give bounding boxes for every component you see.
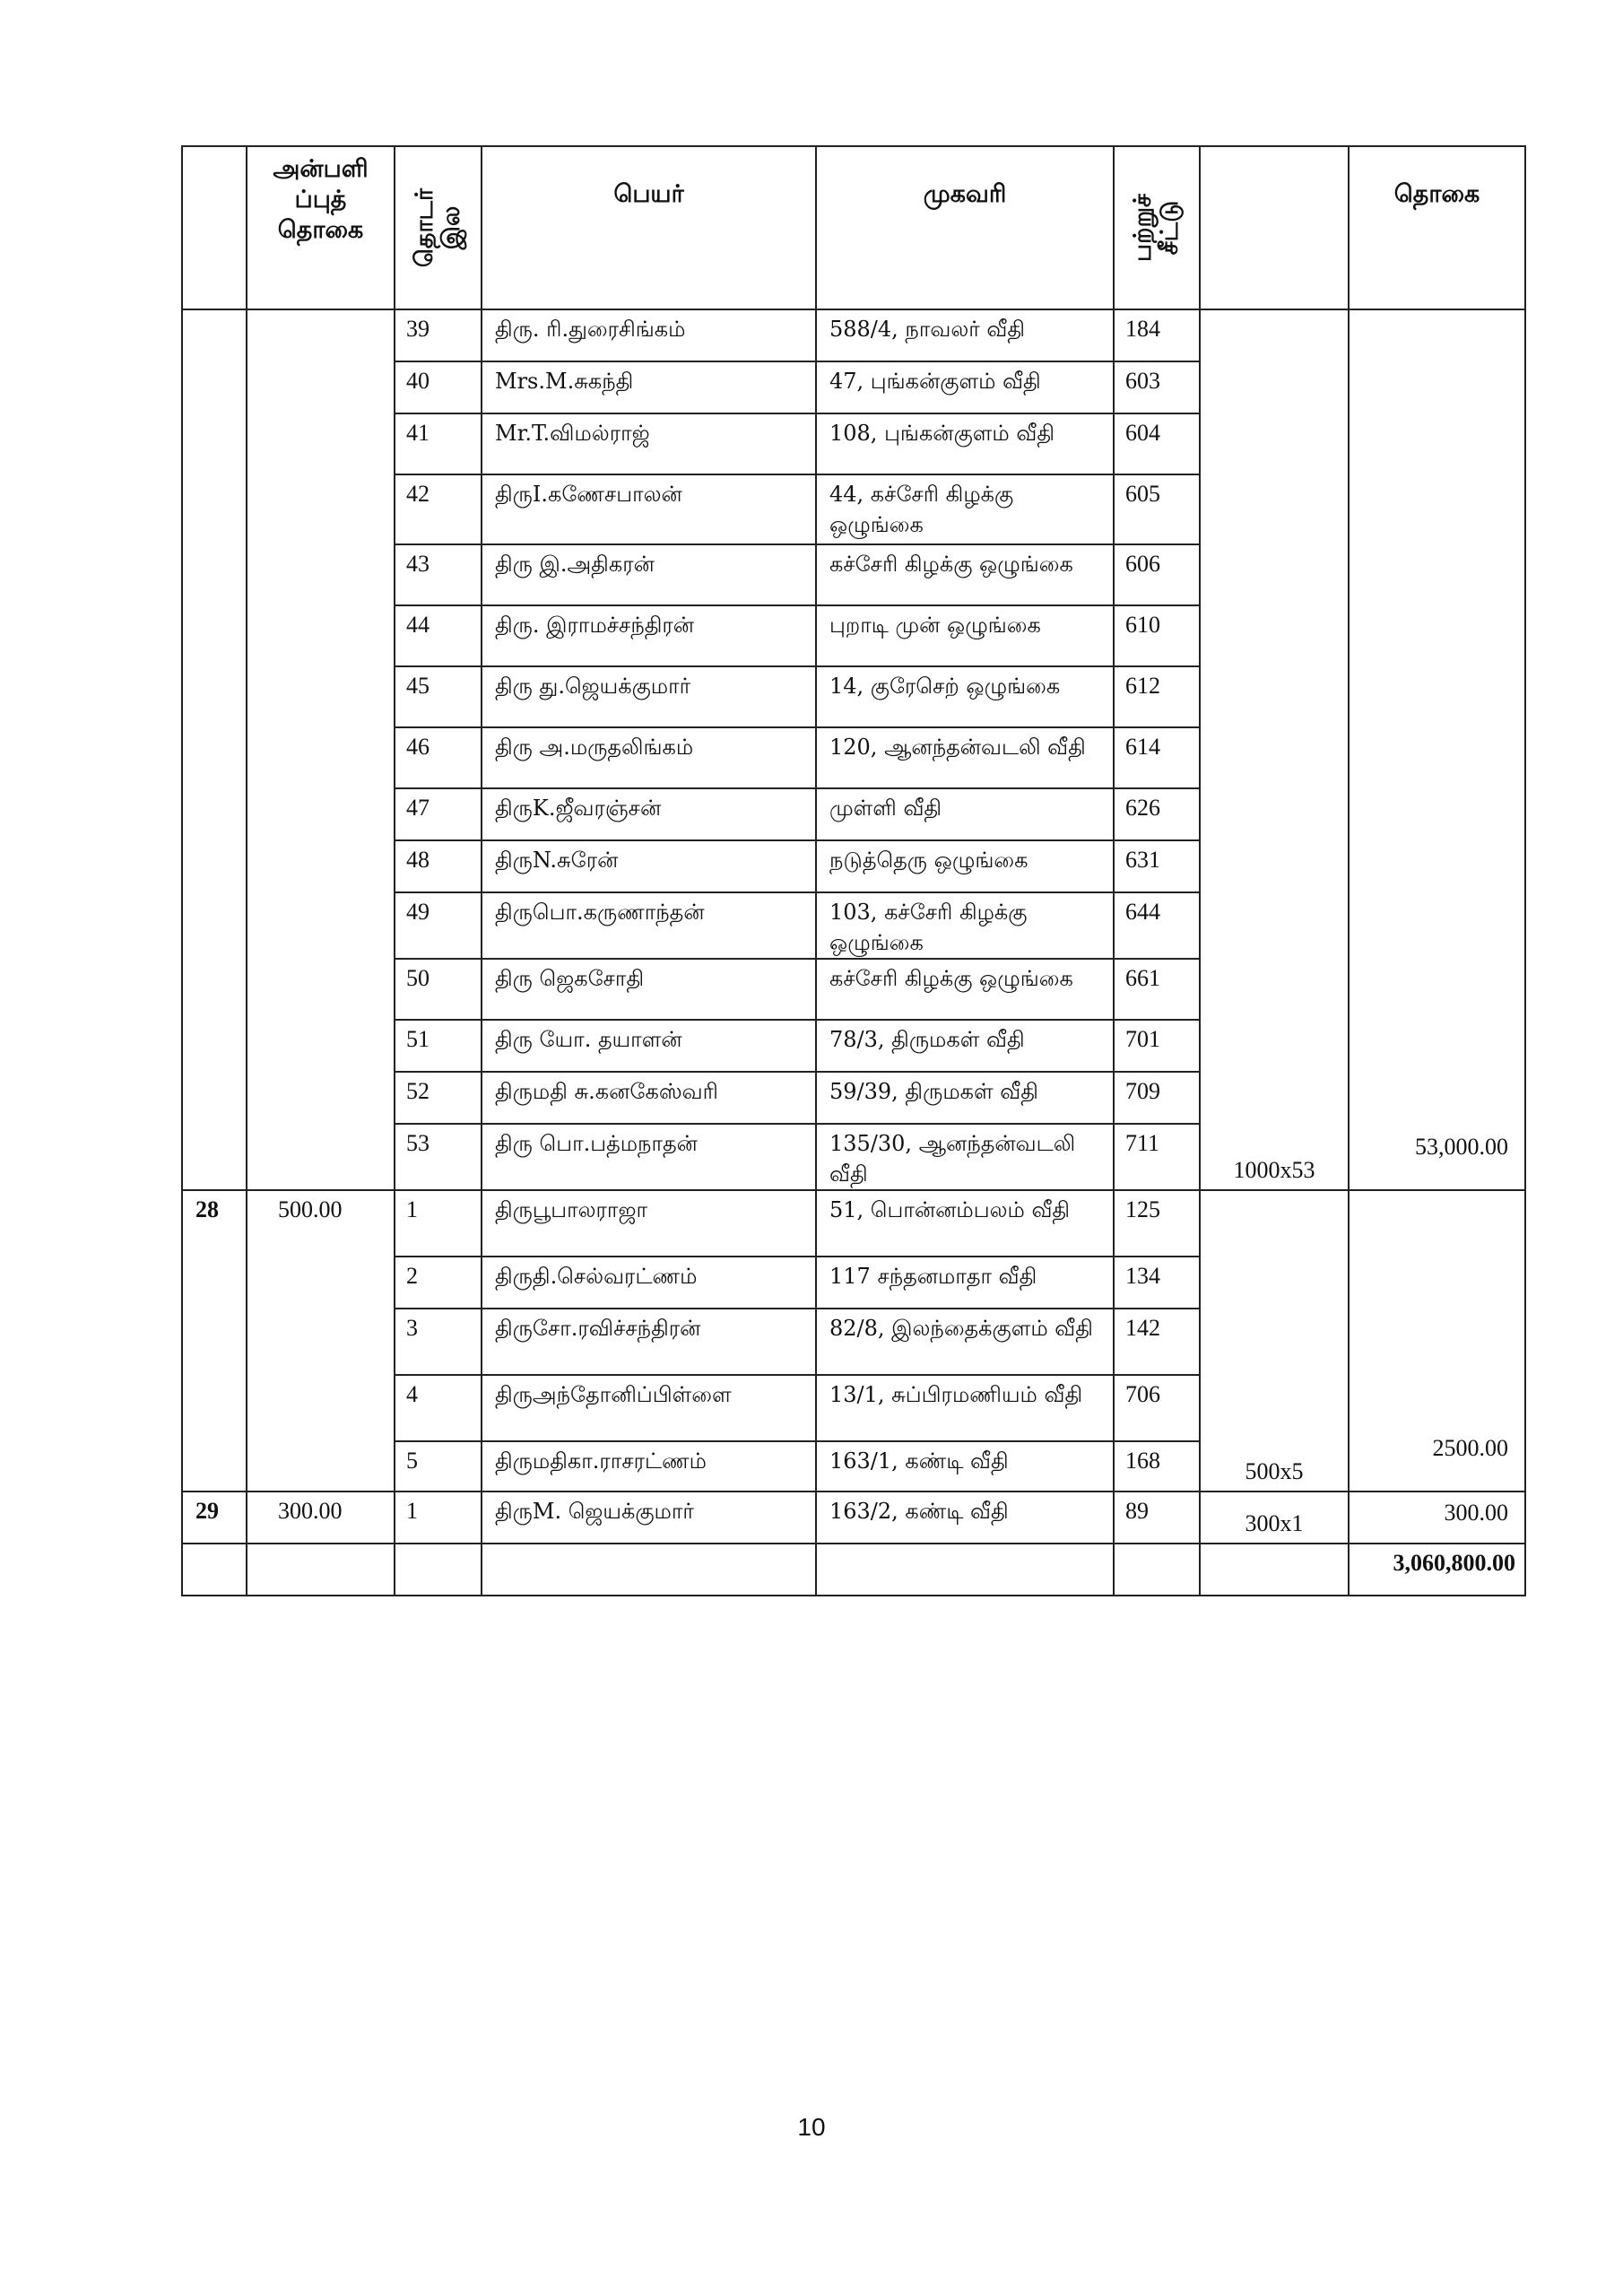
receipt-cell: 134 (1114, 1257, 1200, 1309)
sn-cell: 29 (182, 1492, 247, 1544)
header-donation-amount: அன்பளி ப்புத் தொகை (247, 146, 395, 309)
serial-cell: 42 (395, 474, 482, 544)
receipt-cell: 631 (1114, 840, 1200, 892)
table-row (182, 309, 1525, 361)
address-cell: 44, கச்சேரி கிழக்கு ஒழுங்கை (816, 474, 1114, 544)
page-number: 10 (797, 2113, 826, 2141)
serial-cell: 40 (395, 361, 482, 413)
header-serial: தொடர் இல (395, 146, 482, 309)
address-cell: 163/1, கண்டி வீதி (816, 1441, 1114, 1492)
empty-cell (1200, 1544, 1349, 1596)
name-cell: திருபொ.கருணாந்தன் (482, 892, 816, 959)
receipt-cell: 701 (1114, 1020, 1200, 1072)
serial-cell: 48 (395, 840, 482, 892)
receipt-cell: 614 (1114, 727, 1200, 788)
grand-total-row (182, 1544, 1525, 1596)
name-cell: திரு அ.மருதலிங்கம் (482, 727, 816, 788)
donation-ledger-table (181, 145, 1526, 1596)
serial-cell: 43 (395, 544, 482, 605)
name-cell: திரு பொ.பத்மநாதன் (482, 1124, 816, 1190)
receipt-cell: 605 (1114, 474, 1200, 544)
address-cell: 82/8, இலந்தைக்குளம் வீதி (816, 1309, 1114, 1375)
table-row (182, 1492, 1525, 1544)
grand-total: 3,060,800.00 (1349, 1544, 1525, 1596)
address-cell: 13/1, சுப்பிரமணியம் வீதி (816, 1375, 1114, 1441)
name-cell: திரு ஜெகசோதி (482, 959, 816, 1020)
sn-cell: 28 (182, 1190, 247, 1492)
receipt-cell: 709 (1114, 1072, 1200, 1124)
receipt-cell: 706 (1114, 1375, 1200, 1441)
serial-cell: 49 (395, 892, 482, 959)
serial-cell: 4 (395, 1375, 482, 1441)
receipt-cell: 606 (1114, 544, 1200, 605)
name-cell: திருதி.செல்வரட்ணம் (482, 1257, 816, 1309)
name-cell: திரு து.ஜெயக்குமார் (482, 666, 816, 727)
empty-cell (482, 1544, 816, 1596)
serial-cell: 41 (395, 413, 482, 474)
name-cell: Mrs.M.சுகந்தி (482, 361, 816, 413)
header-calc (1200, 146, 1349, 309)
name-cell: திருபூபாலராஜா (482, 1190, 816, 1257)
name-cell: திரு. ரி.துரைசிங்கம் (482, 309, 816, 361)
receipt-cell: 612 (1114, 666, 1200, 727)
group-amount-cell: 2500.00 (1349, 1190, 1525, 1492)
address-cell: 117 சந்தனமாதா வீதி (816, 1257, 1114, 1309)
receipt-cell: 168 (1114, 1441, 1200, 1492)
calc-cell: 300x1 (1200, 1492, 1349, 1544)
name-cell: திருஅந்தோனிப்பிள்ளை (482, 1375, 816, 1441)
donation-cell: 300.00 (247, 1492, 395, 1544)
empty-cell (247, 1544, 395, 1596)
receipt-cell: 89 (1114, 1492, 1200, 1544)
calc-cell: 500x5 (1200, 1190, 1349, 1492)
serial-cell: 50 (395, 959, 482, 1020)
serial-cell: 53 (395, 1124, 482, 1190)
address-cell: முள்ளி வீதி (816, 788, 1114, 840)
serial-cell: 3 (395, 1309, 482, 1375)
serial-cell: 52 (395, 1072, 482, 1124)
name-cell: திரு. இராமச்சந்திரன் (482, 605, 816, 666)
address-cell: 51, பொன்னம்பலம் வீதி (816, 1190, 1114, 1257)
calc-cell: 1000x53 (1200, 309, 1349, 1190)
address-cell: 120, ஆனந்தன்வடலி வீதி (816, 727, 1114, 788)
empty-cell (182, 1544, 247, 1596)
serial-cell: 51 (395, 1020, 482, 1072)
serial-cell: 39 (395, 309, 482, 361)
receipt-cell: 711 (1114, 1124, 1200, 1190)
name-cell: திருN.சுரேன் (482, 840, 816, 892)
receipt-cell: 125 (1114, 1190, 1200, 1257)
serial-cell: 1 (395, 1492, 482, 1544)
group-amount-cell: 300.00 (1349, 1492, 1525, 1544)
name-cell: திருமதிகா.ராசரட்ணம் (482, 1441, 816, 1492)
address-cell: புறாடி முன் ஒழுங்கை (816, 605, 1114, 666)
receipt-cell: 610 (1114, 605, 1200, 666)
name-cell: திரு யோ. தயாளன் (482, 1020, 816, 1072)
address-cell: 135/30, ஆனந்தன்வடலி வீதி (816, 1124, 1114, 1190)
table-row (182, 1190, 1525, 1257)
address-cell: 59/39, திருமகள் வீதி (816, 1072, 1114, 1124)
name-cell: திருசோ.ரவிச்சந்திரன் (482, 1309, 816, 1375)
receipt-cell: 603 (1114, 361, 1200, 413)
sn-cell (182, 309, 247, 1190)
name-cell: திரு இ.அதிகரன் (482, 544, 816, 605)
name-cell: திருK.ஜீவரஞ்சன் (482, 788, 816, 840)
serial-cell: 5 (395, 1441, 482, 1492)
receipt-cell: 184 (1114, 309, 1200, 361)
serial-cell: 2 (395, 1257, 482, 1309)
address-cell: 47, புங்கன்குளம் வீதி (816, 361, 1114, 413)
address-cell: 163/2, கண்டி வீதி (816, 1492, 1114, 1544)
header-address: முகவரி (816, 146, 1114, 309)
address-cell: 588/4, நாவலர் வீதி (816, 309, 1114, 361)
donation-cell (247, 309, 395, 1190)
address-cell: கச்சேரி கிழக்கு ஒழுங்கை (816, 544, 1114, 605)
serial-cell: 1 (395, 1190, 482, 1257)
header-row (182, 146, 1525, 309)
serial-cell: 47 (395, 788, 482, 840)
serial-cell: 46 (395, 727, 482, 788)
header-receipt: பற்றுச் சீட்டு (1114, 146, 1200, 309)
header-name: பெயர் (482, 146, 816, 309)
address-cell: 103, கச்சேரி கிழக்கு ஒழுங்கை (816, 892, 1114, 959)
name-cell: திருமதி சு.கனகேஸ்வரி (482, 1072, 816, 1124)
empty-cell (816, 1544, 1114, 1596)
address-cell: 14, குரேசெற் ஒழுங்கை (816, 666, 1114, 727)
header-amount: தொகை (1349, 146, 1525, 309)
name-cell: திருI.கணேசபாலன் (482, 474, 816, 544)
group-amount-cell: 53,000.00 (1349, 309, 1525, 1190)
receipt-cell: 142 (1114, 1309, 1200, 1375)
address-cell: 108, புங்கன்குளம் வீதி (816, 413, 1114, 474)
address-cell: 78/3, திருமகள் வீதி (816, 1020, 1114, 1072)
empty-cell (1114, 1544, 1200, 1596)
donation-cell: 500.00 (247, 1190, 395, 1492)
name-cell: Mr.T.விமல்ராஜ் (482, 413, 816, 474)
name-cell: திருM. ஜெயக்குமார் (482, 1492, 816, 1544)
receipt-cell: 644 (1114, 892, 1200, 959)
receipt-cell: 626 (1114, 788, 1200, 840)
receipt-cell: 604 (1114, 413, 1200, 474)
header-sn (182, 146, 247, 309)
serial-cell: 45 (395, 666, 482, 727)
address-cell: நடுத்தெரு ஒழுங்கை (816, 840, 1114, 892)
address-cell: கச்சேரி கிழக்கு ஒழுங்கை (816, 959, 1114, 1020)
empty-cell (395, 1544, 482, 1596)
receipt-cell: 661 (1114, 959, 1200, 1020)
serial-cell: 44 (395, 605, 482, 666)
